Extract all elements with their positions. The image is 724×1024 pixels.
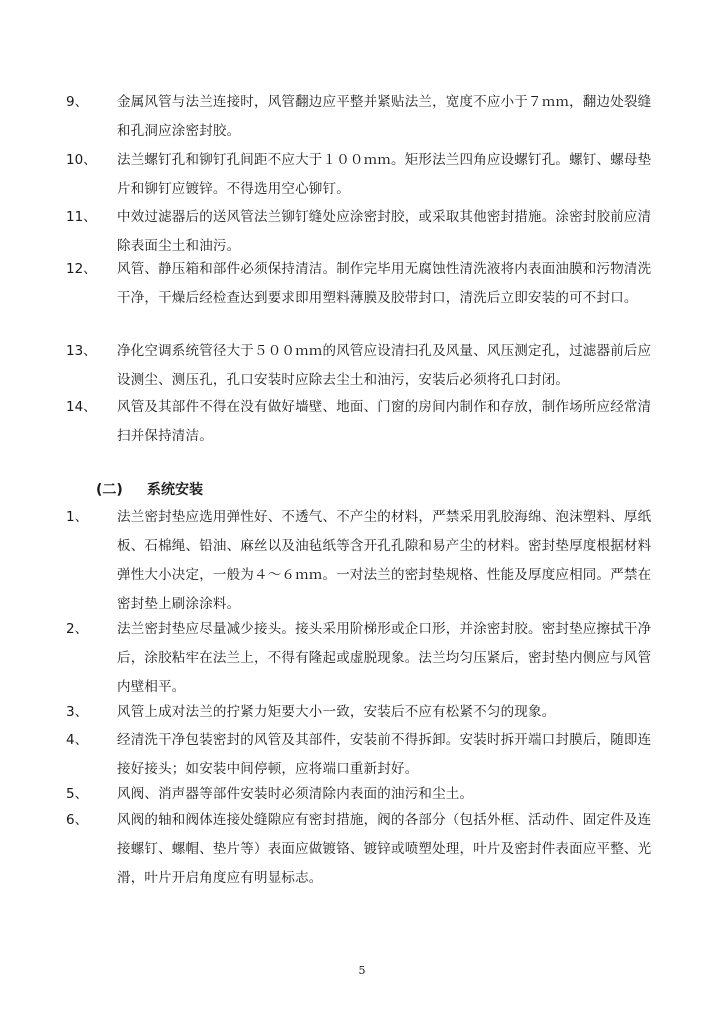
item-text: 法兰密封垫应选用弹性好、不透气、不产尘的材料，严禁采用乳胶海绵、泡沫塑料、厚纸板、石棉绳、铅油、麻丝以及油毡纸等含开孔孔隙和易产尘的材料。密封垫厚度根据材料弹性大小决定，一般为４～６ｍｍ。一对法兰的密封垫规格、性能及厚度应相同。严禁在密封垫上刷涂涂料。 xyxy=(117,509,652,612)
item-number: 10、 xyxy=(66,152,97,168)
item-text: 净化空调系统管径大于５００ｍｍ的风管应设清扫孔及风量、风压测定孔，过滤器前后应设测尘、测压孔，孔口安装时应除去尘土和油污，安装后必须将孔口封闭。 xyxy=(117,343,652,388)
list-item-4 xyxy=(0,726,724,784)
item-text: 风管上成对法兰的拧紧力矩要大小一致，安装后不应有松紧不匀的现象。 xyxy=(117,704,556,720)
list-item-2 xyxy=(0,615,724,702)
page-number: 5 xyxy=(358,964,366,977)
item-text: 法兰密封垫应尽量减少接头。接头采用阶梯形或企口形，并涂密封胶。密封垫应擦拭干净后，涂胶粘牢在法兰上，不得有隆起或虚脱现象。法兰均匀压紧后，密封垫内侧应与风管内壁相平。 xyxy=(117,621,652,695)
item-text: 中效过滤器后的送风管法兰铆钉缝处应涂密封胶，或采取其他密封措施。涂密封胶前应清除表面尘土和油污。 xyxy=(117,209,652,254)
item-number: 9、 xyxy=(66,94,89,110)
section-number: (二) xyxy=(96,482,123,498)
item-text: 风阀的轴和阀体连接处缝隙应有密封措施，阀的各部分（包括外框、活动件、固定件及连接螺钉、螺帽、垫片等）表面应做镀铬、镀锌或喷塑处理，叶片及密封件表面应平整、光滑，叶片开启角度应有明显标志。 xyxy=(117,812,652,886)
item-text: 金属风管与法兰连接时，风管翻边应平整并紧贴法兰，宽度不应小于７ｍｍ，翻边处裂缝和孔洞应涂密封胶。 xyxy=(117,94,652,139)
section-title: 系统安装 xyxy=(147,482,203,498)
list-item-10 xyxy=(0,146,724,204)
item-number: 11、 xyxy=(66,209,97,225)
item-text: 风管及其部件不得在没有做好墙壁、地面、门窗的房间内制作和存放，制作场所应经常清扫并保持清洁。 xyxy=(117,399,652,444)
item-number: 4、 xyxy=(66,732,89,748)
section-heading xyxy=(0,478,724,502)
list-item-11 xyxy=(0,203,724,261)
item-number: 12、 xyxy=(66,261,97,277)
list-item-14 xyxy=(0,393,724,451)
item-text: 风管、静压箱和部件必须保持清洁。制作完毕用无腐蚀性清洗液将内表面油膜和污物清洗干净，干燥后经检查达到要求即用塑料薄膜及胶带封口，清洗后立即安装的可不封口。 xyxy=(117,261,652,306)
list-item-3 xyxy=(0,698,724,727)
item-text: 法兰螺钉孔和铆钉孔间距不应大于１００ｍｍ。矩形法兰四角应设螺钉孔。螺钉、螺母垫片和铆钉应镀锌。不得选用空心铆钉。 xyxy=(117,152,652,197)
item-text: 风阀、消声器等部件安装时必须清除内表面的油污和尘土。 xyxy=(117,786,474,802)
list-item-5 xyxy=(0,780,724,809)
item-number: 2、 xyxy=(66,621,89,637)
list-item-1 xyxy=(0,503,724,619)
item-number: 13、 xyxy=(66,343,97,359)
item-number: 1、 xyxy=(66,509,89,525)
item-number: 3、 xyxy=(66,704,89,720)
list-item-13 xyxy=(0,337,724,395)
item-text: 经清洗干净包装密封的风管及其部件，安装前不得拆卸。安装时拆开端口封膜后，随即连接好接头；如安装中间停顿，应将端口重新封好。 xyxy=(117,732,652,777)
list-item-12 xyxy=(0,255,724,342)
item-number: 14、 xyxy=(66,399,97,415)
list-item-6 xyxy=(0,806,724,893)
list-item-9 xyxy=(0,88,724,146)
item-number: 5、 xyxy=(66,786,89,802)
item-number: 6、 xyxy=(66,812,89,828)
